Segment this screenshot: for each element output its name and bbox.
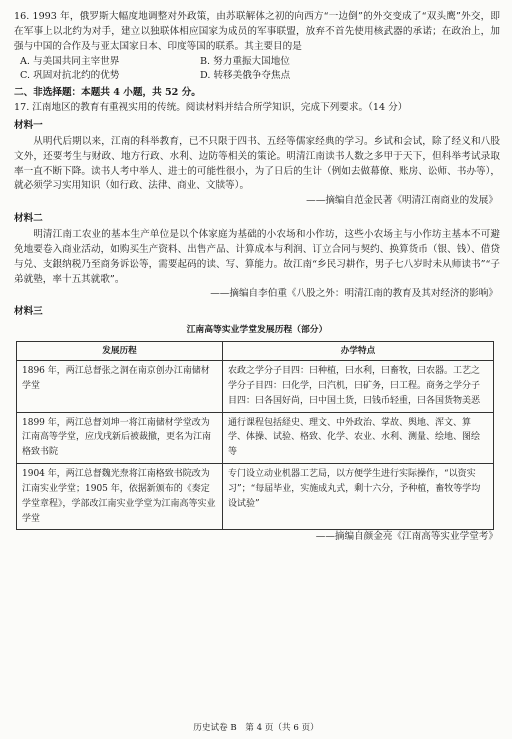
history-cell: 1904 年，两江总督魏光焘将江南格致书院改为江南实业学堂；1905 年，依据新颁布的《奏定学堂章程》，学部改江南实业学堂为江南高等实业学堂 [17,464,223,530]
section-heading: 二、非选择题：本题共 4 小题，共 52 分。 [14,87,201,99]
option-d: D. 转移美俄争夺焦点 [200,70,291,82]
material-1-label: 材料一 [14,120,43,132]
feature-cell: 专门设立动业机器工艺局，以方便学生进行实际操作，“以资实习”；“每届毕业，实施成丸式，剩十六分，予种植，畜牧等学均设试验” [223,464,494,530]
page-footer: 历史试卷 B 第 4 页（共 6 页） [193,723,319,733]
column-header-history: 发展历程 [17,341,223,360]
table-row [17,464,494,530]
question-16-options [14,55,500,85]
material-2-text: 明清江南工农业的基本生产单位是以个体家庭为基础的小农场和小作坊，这些小农场主与小作坊主基本不可避免地要卷入商业活动，如购买生产资料、出售产品、计算成本与利润、订立合同与契约、换算货币（银、钱）、借贷与兑、支銀纳税乃至商务诉讼等，需要起码的读、写、算能力。故江南“乡民习耕作，男子七八岁时未从师读书”“子弟就塾，率十五其就歌”。 [14,229,500,285]
option-c: C. 巩固对抗北约的优势 [20,70,120,82]
feature-cell: 通行课程包括経史、理文、中外政治、掌故、舆地、浑文、算学、体操、试验、格致、化学、农业、水利、测量、绘地、图绘等 [223,412,494,464]
table-row [17,412,494,464]
school-history-table [16,341,494,531]
table-row [17,360,494,412]
option-a: A. 与美国共同主宰世界 [20,55,120,67]
table-header-row [17,341,494,360]
material-3-source: ——摘编自颜金亮《江南高等实业学堂考》 [315,531,498,543]
column-header-features: 办学特点 [223,341,494,360]
material-1-text: 从明代后期以来，江南的科举教育，已不只限于四书、五经等儒家经典的学习。乡试和会试，除了经义和八股文外，还要考生与财政、地方行政、水利、边防等相关的策论。明清江南读书人数之多甲于天下，但科举考试录取率一直不断下降。读书人考中举人、进士的可能性很小，为了日后的生计（例如去做幕僚、账房、讼师、书办等），就必须学习实用知识（如行政、法律、商业、文牍等）。 [14,135,500,192]
feature-cell: 农政之学分子目四：曰种植，曰水利，曰畜牧，曰农器。工艺之学分子目四：曰化学，曰汽机，曰矿务，曰工程。商务之学分子目四：曰各国好尚，曰中国土货，曰钱币轻重，曰各国货物美恶 [223,360,494,412]
material-2-source: ——摘编自李伯重《八股之外：明清江南的教育及其对经济的影响》 [210,288,498,300]
material-3-label: 材料三 [14,306,43,318]
material-2-label: 材料二 [14,213,43,225]
history-cell: 1899 年，两江总督刘坤一将江南储材学堂改为江南高等学堂，应戊戌新后被裁撤，更名为江南格致书院 [17,412,223,464]
question-16-stem: 16. 1993 年，俄罗斯大幅度地调整对外政策，由苏联解体之初的向西方“一边倒”的外交变成了“双头鹰”外交，即在军事上以北约为对手，建立以独联体相应国家为成员的军事联盟，放弃不首先使用核武器的承诺；在政治上，加强与中国的合作及与亚太国家日本、印度等国的联系。其主要目的是 [14,11,500,52]
material-1-source: ——摘编自范金民著《明清江南商业的发展》 [306,195,498,207]
table-title: 江南高等实业学堂发展历程（部分） [186,325,328,336]
question-17-stem: 17. 江南地区的教育有重视实用的传统。阅读材料并结合所学知识，完成下列要求。（14 分） [14,102,408,114]
option-b: B. 努力重振大国地位 [200,55,290,67]
exam-page [14,10,500,545]
history-cell: 1896 年，两江总督张之洞在南京创办江南储材学堂 [17,360,223,412]
